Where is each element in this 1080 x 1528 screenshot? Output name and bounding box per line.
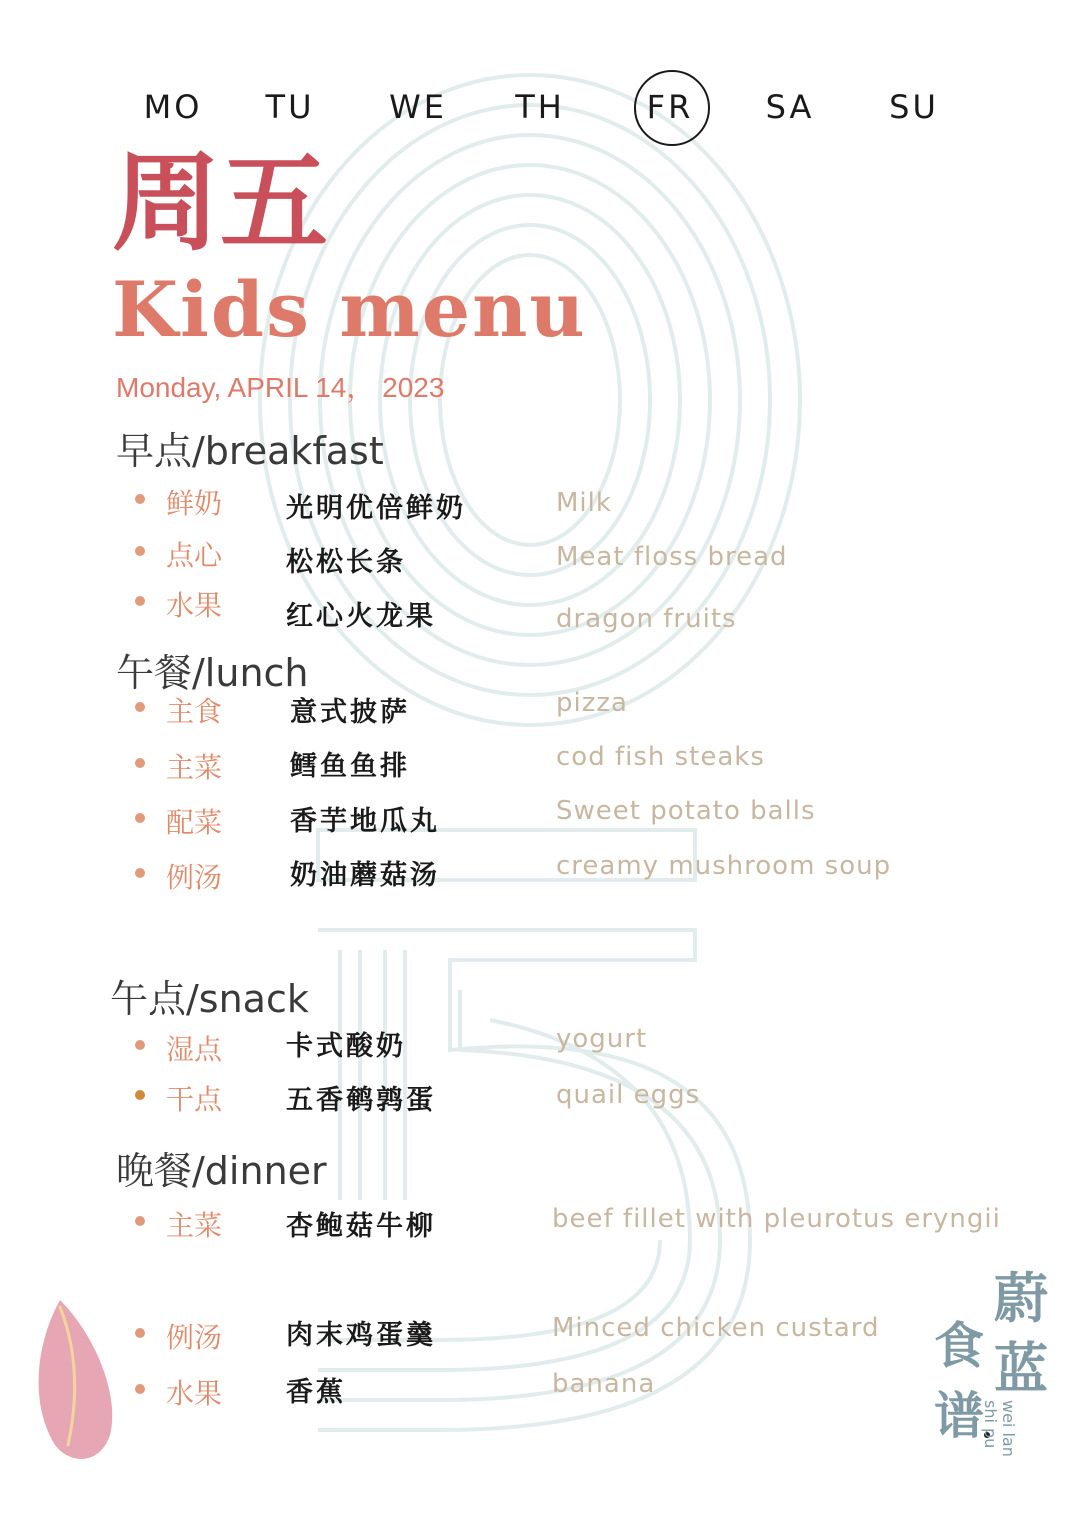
bullet-dot <box>135 1090 145 1100</box>
pink-leaf-icon <box>30 1295 120 1465</box>
dish-english: Milk <box>556 488 612 518</box>
dish-english: banana <box>552 1369 656 1399</box>
dish-english: pizza <box>556 688 628 718</box>
section-title-snack: 午点/snack <box>110 977 309 1021</box>
bullet-dot <box>135 494 145 504</box>
logo-char-1: 蔚 <box>994 1266 1048 1330</box>
category-label: 点心 <box>166 539 223 572</box>
category-label: 干点 <box>166 1083 223 1116</box>
day-tu[interactable]: TU <box>265 88 315 126</box>
page-title-english: Kids menu <box>112 265 587 354</box>
bullet-dot <box>135 546 145 556</box>
logo-char-4: 谱 <box>934 1386 984 1445</box>
dish-name: 香芋地瓜丸 <box>290 806 440 837</box>
day-we[interactable]: WE <box>389 88 447 126</box>
category-label: 配菜 <box>166 806 223 839</box>
weekday-selector <box>0 70 1080 146</box>
dish-english: cod fish steaks <box>556 742 765 772</box>
dish-english: creamy mushroom soup <box>556 851 892 881</box>
category-label: 水果 <box>166 589 223 622</box>
page-title-chinese: 周五 <box>112 141 329 266</box>
logo-char-2: 蓝 <box>994 1336 1048 1400</box>
dish-name: 香蕉 <box>286 1377 346 1408</box>
dish-name: 肉末鸡蛋羹 <box>286 1320 436 1351</box>
day-su[interactable]: SU <box>889 88 939 126</box>
dish-name: 意式披萨 <box>290 697 410 728</box>
dish-name: 卡式酸奶 <box>286 1031 406 1062</box>
dish-name: 五香鹌鹑蛋 <box>286 1085 436 1116</box>
bullet-dot <box>135 868 145 878</box>
category-label: 鲜奶 <box>166 487 223 520</box>
bullet-dot <box>135 1216 145 1226</box>
logo-pinyin-2: shi pu <box>981 1400 1000 1449</box>
dish-english: Meat floss bread <box>556 542 788 572</box>
dish-name: 光明优倍鲜奶 <box>286 493 466 524</box>
dish-english: Sweet potato balls <box>556 796 816 826</box>
dish-english: quail eggs <box>556 1080 701 1110</box>
bullet-dot <box>135 813 145 823</box>
bullet-dot <box>135 702 145 712</box>
category-label: 湿点 <box>166 1033 223 1066</box>
day-th[interactable]: TH <box>515 88 565 126</box>
section-title-breakfast: 早点/breakfast <box>116 429 384 473</box>
bullet-dot <box>135 596 145 606</box>
section-title-lunch: 午餐/lunch <box>116 651 309 695</box>
dish-name: 鳕鱼鱼排 <box>290 751 410 782</box>
logo-char-3: 食 <box>934 1316 984 1375</box>
category-label: 主食 <box>166 695 223 728</box>
bullet-dot <box>135 1040 145 1050</box>
menu-date: Monday, APRIL 14， 2023 <box>116 372 445 403</box>
day-fr-active[interactable]: FR <box>620 88 720 126</box>
category-label: 水果 <box>166 1377 223 1410</box>
dish-name: 奶油蘑菇汤 <box>290 860 440 891</box>
dish-english: beef fillet with pleurotus eryngii <box>552 1204 1001 1234</box>
day-mo[interactable]: MO <box>143 88 203 126</box>
dish-english: yogurt <box>556 1024 648 1054</box>
dish-english: dragon fruits <box>556 604 737 634</box>
category-label: 例汤 <box>166 861 223 894</box>
bullet-dot <box>135 1328 145 1338</box>
category-label: 主菜 <box>166 751 223 784</box>
bullet-dot <box>135 1384 145 1394</box>
dish-name: 松松长条 <box>286 547 406 578</box>
category-label: 例汤 <box>166 1321 223 1354</box>
section-title-dinner: 晚餐/dinner <box>116 1149 327 1193</box>
day-sa[interactable]: SA <box>765 88 815 126</box>
bullet-dot <box>135 758 145 768</box>
dish-english: Minced chicken custard <box>552 1313 880 1343</box>
category-label: 主菜 <box>166 1209 223 1242</box>
dish-name: 杏鲍菇牛柳 <box>286 1211 436 1242</box>
dish-name: 红心火龙果 <box>286 601 436 632</box>
logo-pinyin-1: wei lan <box>999 1400 1018 1457</box>
